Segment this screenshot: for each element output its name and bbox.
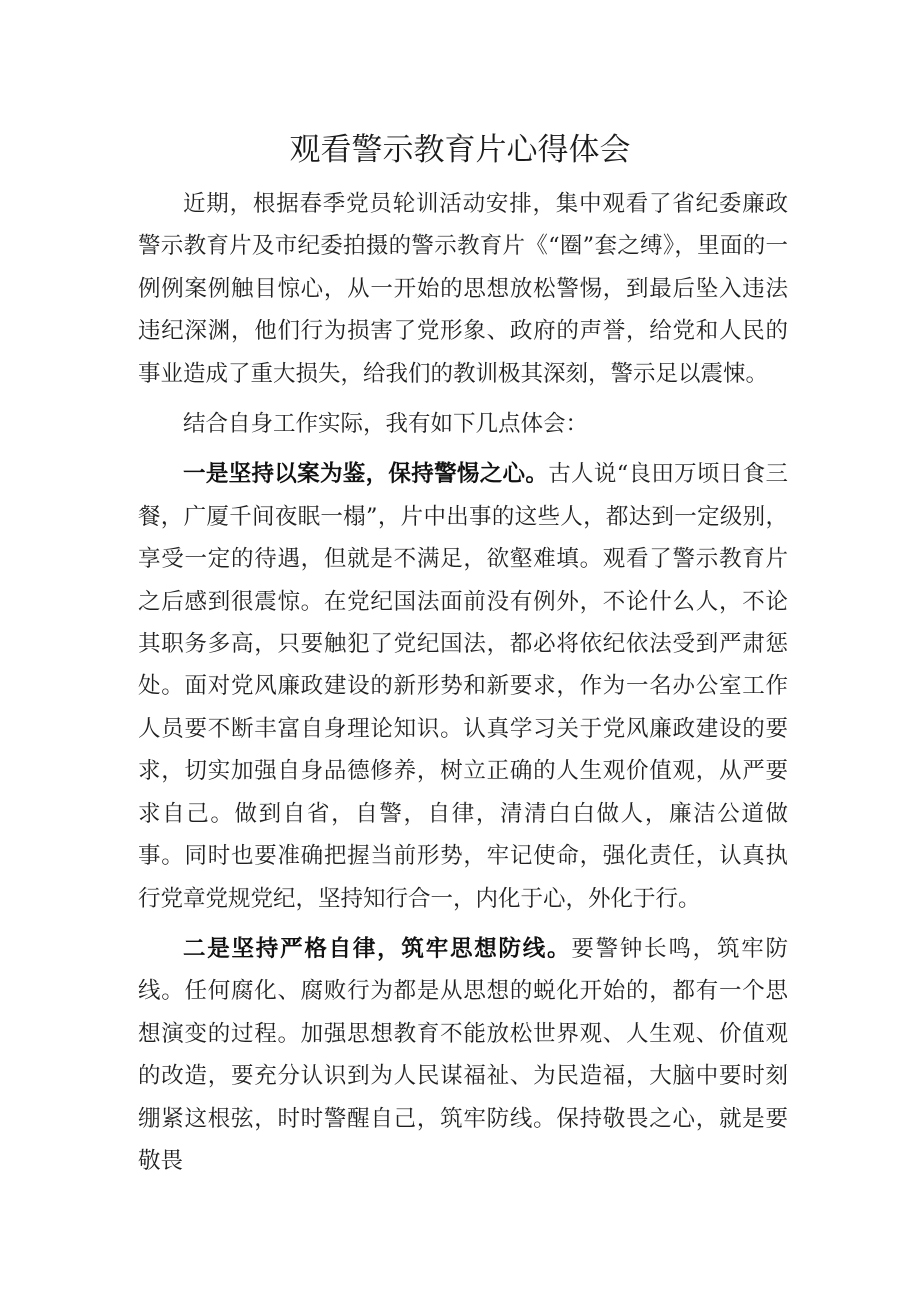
paragraph-text: 古人说“良田万顷日食三餐，广厦千间夜眠一榻”，片中出事的这些人，都达到一定级别，享受一定的待遇，但就是不满足，欲壑难填。观看了警示教育片之后感到很震惊。在党纪国法面前没有例外，不论什么人，不论其职务多高，只要触犯了党纪国法，都必将依纪依法受到严肃惩处。面对党风廉政建设的新形势和新要求，作为一名办公室工作人员要不断丰富自身理论知识。认真学习关于党风廉政建设的要求，切实加强自身品德修养，树立正确的人生观价值观，从严要求自己。做到自省，自警，自律，清清白白做人，廉洁公道做事。同时也要准确把握当前形势，牢记使命，强化责任，认真执行党章党规党纪，坚持知行合一，内化于心，外化于行。 — [138, 461, 788, 912]
paragraph-text: 要警钟长鸣，筑牢防线。任何腐化、腐败行为都是从思想的蜕化开始的，都有一个思想演变的过程。加强思想教育不能放松世界观、人生观、价值观的改造，要充分认识到为人民谋福祉、为民造福，大脑中要时刻绷紧这根弦，时时警醒自己，筑牢防线。保持敬畏之心，就是要敬畏 — [138, 935, 788, 1174]
document-title: 观看警示教育片心得体会 — [289, 132, 631, 168]
paragraph-text: 近期，根据春季党员轮训活动安排，集中观看了省纪委廉政警示教育片及市纪委拍摄的警示教育片《“圈”套之缚》，里面的一例例案例触目惊心，从一开始的思想放松警惕，到最后坠入违法违纪深渊，他们行为损害了党形象、政府的声誉，给党和人民的事业造成了重大损失，给我们的教训极其深刻，警示足以震悚。 — [138, 191, 788, 387]
paragraph-intro — [138, 183, 788, 395]
paragraph-point-two — [138, 928, 788, 1182]
paragraph-heading: 一是坚持以案为鉴，保持警惕之心。 — [183, 461, 549, 488]
document-body — [138, 183, 788, 1182]
paragraph-point-one — [138, 453, 788, 919]
paragraph-heading: 二是坚持严格自律，筑牢思想防线。 — [183, 935, 572, 962]
paragraph-text: 结合自身工作实际，我有如下几点体会： — [183, 411, 589, 438]
paragraph-summary-lead — [138, 403, 788, 445]
